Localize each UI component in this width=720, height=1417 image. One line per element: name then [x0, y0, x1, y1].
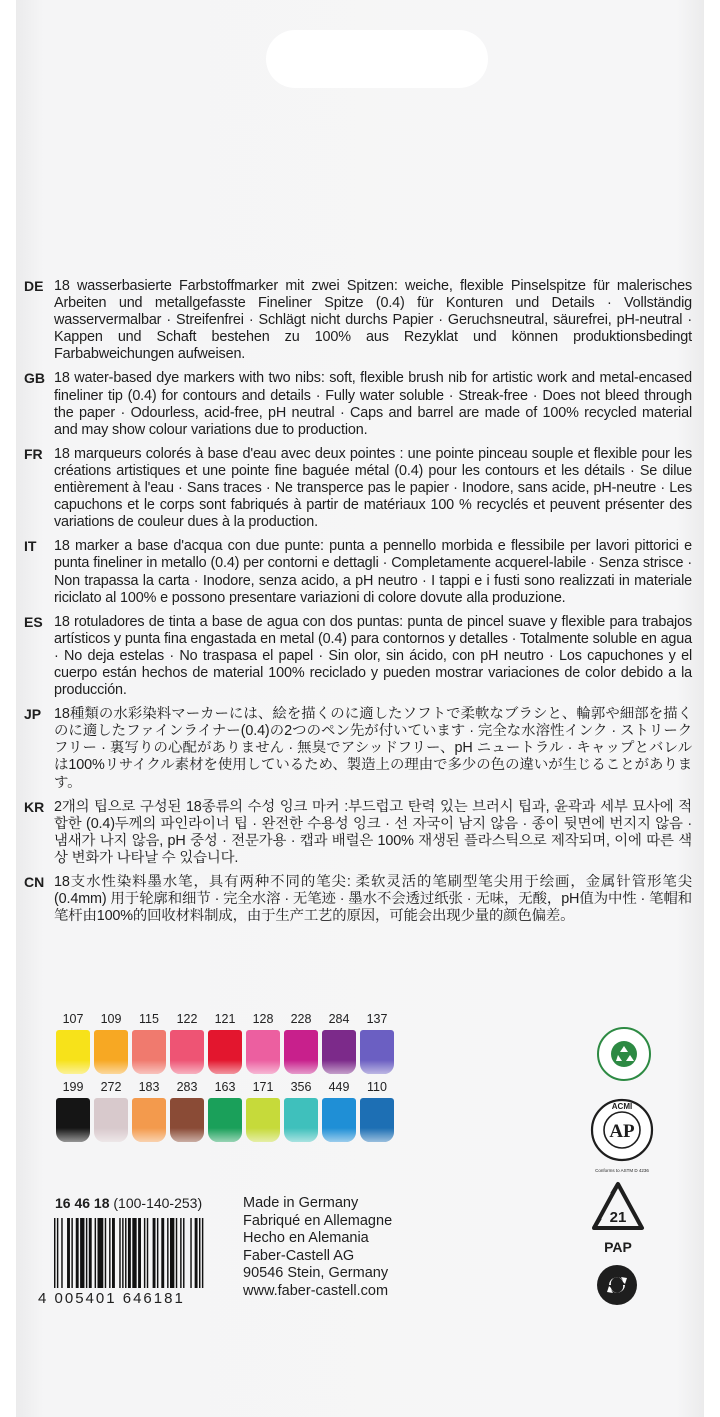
color-swatch	[360, 1080, 394, 1142]
lang-it	[0, 538, 720, 606]
lang-es	[0, 614, 720, 699]
color-swatch	[170, 1080, 204, 1142]
barcode	[50, 1218, 228, 1290]
acmi-ap-seal	[580, 1092, 664, 1176]
barcode-bar	[147, 1218, 148, 1288]
origin-es: Hecho en Alemania	[243, 1230, 369, 1246]
lang-code: DE	[24, 278, 44, 294]
barcode-bar	[161, 1218, 164, 1288]
lang-text: 18 marqueurs colorés à base d'eau avec deux pointes : une pointe pinceau souple et flexible pour les créations artistiques et une pointe fine baguée métal (0.4) pour les contours et les détails · Se dilue entièrement à l'eau · Sans traces · Ne transperce pas le papier · Inodore, sans acide, pH-neutre · Les capuchons et le corps sont fabriqués à partir de matériaux 100 % recyclés et peuvent présenter des variations de couleur dues à la production.	[54, 445, 692, 531]
ean-number: 4 005401 646181	[38, 1290, 185, 1307]
pap-triangle-icon	[590, 1180, 646, 1238]
color-number: 109	[100, 1012, 122, 1026]
barcode-bar	[57, 1218, 58, 1288]
color-number: 199	[62, 1080, 84, 1094]
barcode-bar	[76, 1218, 79, 1288]
lang-text: 2개의 팁으로 구성된 18종류의 수성 잉크 마커 :부드럽고 탄력 있는 브러시 팁과, 윤곽과 세부 묘사에 적합한 (0.4)두께의 파인라이너 팁 · 완전한 수용성 잉크 · 선 자국이 남지 않음 · 종이 뒷면에 번지지 않음 · 냄새가 나지 않음, pH 중성 · 전문가용 · 캡과 배럴은 100% 재생된 플라스틱으로 제작되며, 이에 따른 색상 변화가 나타날 수 있습니다.	[54, 798, 692, 866]
color-stroke	[56, 1030, 90, 1074]
lang-text: 18 water-based dye markers with two nibs: soft, flexible brush nib for artistic work and metal-encased fineliner tip (0.4) for contours and details · Fully water soluble · Streak-free · Does not bleed through the paper · Odourless, acid-free, pH neutral · Caps and barrel are made of 100% recycled material and may show colour variations due to production.	[54, 370, 692, 438]
barcode-bar	[144, 1218, 145, 1288]
color-number: 228	[290, 1012, 312, 1026]
barcode-bar	[195, 1218, 198, 1288]
green-dot-recycle-icon	[597, 1265, 637, 1305]
barcode-bar	[95, 1218, 96, 1288]
barcode-bar	[128, 1218, 131, 1288]
color-swatch	[56, 1080, 90, 1142]
color-number: 449	[328, 1080, 350, 1094]
barcode-bar	[67, 1218, 70, 1288]
pap-label: PAP	[604, 1239, 632, 1255]
color-stroke	[284, 1030, 318, 1074]
lang-de	[0, 278, 720, 363]
color-number: 121	[214, 1012, 236, 1026]
lang-text: 18 marker a base d'acqua con due punte: punta a pennello morbida e flessibile per lavori pittorici e punta fineliner in metallo (0.4) per contorni e dettagli · Completamente acquerel-labile · Senza strisce · Non trapassa la carta · Inodore, senza acido, a pH neutro · I tappi e i fusti sono realizzati in materiale riciclato al 100% e possono presentare variazioni di colore dovute alla produzione.	[54, 538, 692, 606]
pap-number: 21	[609, 1209, 627, 1226]
acmi-letters: AP	[609, 1121, 635, 1142]
barcode-bar	[170, 1218, 174, 1288]
color-swatches	[56, 1012, 394, 1148]
article-number	[55, 1195, 202, 1211]
barcode-bar	[105, 1218, 106, 1288]
barcode-bar	[109, 1218, 110, 1288]
lang-jp	[0, 706, 720, 791]
recycle-icon	[609, 1039, 639, 1069]
swatch-row-2	[56, 1080, 394, 1142]
color-swatch	[246, 1080, 280, 1142]
barcode-bar	[167, 1218, 168, 1288]
color-swatch	[284, 1080, 318, 1142]
color-number: 284	[328, 1012, 350, 1026]
barcode-bar	[202, 1218, 203, 1288]
lang-fr	[0, 446, 720, 531]
recycled-cardboard-badge	[597, 1027, 651, 1081]
barcode-bar	[199, 1218, 200, 1288]
color-stroke	[360, 1098, 394, 1142]
color-number: 122	[176, 1012, 198, 1026]
color-number: 107	[62, 1012, 84, 1026]
color-stroke	[132, 1098, 166, 1142]
lang-code: ES	[24, 613, 43, 630]
color-swatch	[56, 1012, 90, 1074]
company-name: Faber-Castell AG	[243, 1247, 355, 1264]
color-number: 128	[252, 1012, 274, 1026]
color-stroke	[322, 1030, 356, 1074]
barcode-bar	[180, 1218, 181, 1288]
barcode-bar	[157, 1218, 158, 1288]
color-stroke	[246, 1098, 280, 1142]
origin-de: Made in Germany	[243, 1195, 359, 1211]
color-stroke	[94, 1030, 128, 1074]
lang-text: 18種類の水彩染料マーカーには、絵を描くのに適したソフトで柔軟なブラシと、輪郭や細部を描くのに適したファインライナー(0.4)の2つのペン先が付いています · 完全な水溶性インク · ストリークフリー · 裏写りの心配がありません · 無臭でアシッドフリー、pH ニュートラル · キャップとバレルは100%リサイクル素材を使用しているため、製造上の理由で多少の色の違いが生じることがあります。	[54, 706, 692, 791]
lang-code: CN	[24, 874, 45, 890]
color-swatch	[208, 1012, 242, 1074]
color-stroke	[246, 1030, 280, 1074]
hang-hole	[266, 30, 488, 88]
color-stroke	[284, 1098, 318, 1142]
barcode-bar	[138, 1218, 141, 1288]
barcode-bar	[176, 1218, 177, 1288]
color-number: 183	[138, 1080, 160, 1094]
pap-recycling-symbol	[590, 1180, 646, 1255]
company-website: www.faber-castell.com	[243, 1282, 389, 1299]
color-number: 171	[252, 1080, 274, 1094]
color-swatch	[94, 1080, 128, 1142]
color-swatch	[246, 1012, 280, 1074]
color-swatch	[132, 1080, 166, 1142]
color-stroke	[94, 1098, 128, 1142]
color-stroke	[170, 1098, 204, 1142]
color-number: 356	[290, 1080, 312, 1094]
color-swatch	[94, 1012, 128, 1074]
color-number: 115	[139, 1012, 159, 1026]
barcode-bar	[153, 1218, 156, 1288]
lang-kr	[0, 799, 720, 867]
origin-address-block	[243, 1195, 392, 1300]
color-stroke	[322, 1098, 356, 1142]
barcode-bar	[125, 1218, 126, 1288]
color-number: 137	[366, 1012, 388, 1026]
lang-text: 18支水性染料墨水笔，具有两种不同的笔尖: 柔软灵活的笔刷型笔尖用于绘画，金属针管形笔尖 (0.4mm) 用于轮廓和细节 · 完全水溶 · 无笔迹 · 墨水不会透过纸张 · 无味，无酸，pH值为中性 · 笔帽和笔杆由100%的回收材料制成，由于生产工艺的原因，可能会出现少量的颜色偏差。	[54, 874, 692, 925]
barcode-bar	[80, 1218, 84, 1288]
lang-code: FR	[24, 445, 43, 462]
color-swatch	[360, 1012, 394, 1074]
article-code: (100-140-253)	[113, 1195, 203, 1211]
color-stroke	[208, 1098, 242, 1142]
company-city: 90546 Stein, Germany	[243, 1265, 389, 1281]
language-descriptions	[0, 278, 720, 932]
color-stroke	[360, 1030, 394, 1074]
acmi-ring-label: ACMI	[611, 1102, 633, 1111]
lang-cn	[0, 874, 720, 925]
color-number: 110	[367, 1080, 387, 1094]
lang-code: IT	[24, 538, 37, 555]
article-number-bold: 16 46 18	[55, 1195, 110, 1211]
color-stroke	[170, 1030, 204, 1074]
color-stroke	[56, 1098, 90, 1142]
arrows-icon	[604, 1272, 630, 1298]
lang-code: GB	[24, 370, 45, 387]
barcode-bar	[86, 1218, 87, 1288]
lang-text: 18 rotuladores de tinta a base de agua con dos puntas: punta de pincel suave y flexible para trabajos artísticos y punta fina engastada en metal (0.4) para contornos y detalles · Totalmente soluble en agua · No deja estelas · No traspasa el papel · Sin olor, sin ácido, con pH neutro · Los capuchones y el cuerpo están hechos de material 100% reciclado y pueden mostrar variaciones de color debido a la producción.	[54, 613, 692, 699]
lang-code: KR	[24, 798, 45, 815]
barcode-bar	[98, 1218, 104, 1288]
barcode-bar	[190, 1218, 191, 1288]
color-swatch	[208, 1080, 242, 1142]
lang-gb	[0, 370, 720, 438]
acmi-conforms-label: Conforms to ASTM D 4236	[595, 1168, 649, 1173]
color-number: 283	[176, 1080, 198, 1094]
color-number: 163	[214, 1080, 236, 1094]
barcode-bar	[132, 1218, 136, 1288]
barcode-bar	[183, 1218, 184, 1288]
color-swatch	[322, 1080, 356, 1142]
lang-text: 18 wasserbasierte Farbstoffmarker mit zwei Spitzen: weiche, flexible Pinselspitze für malerisches Arbeiten und metallgefasste Fineliner Spitze (0.4) für Konturen und Details · Vollständig wasservermalbar · Streifenfrei · Schlägt nicht durchs Papier · Geruchsneutral, säurefrei, pH-neutral · Kappen und Schaft bestehen zu 100% aus Rezyklat und können produktionsbedingt Farbabweichungen aufweisen.	[54, 278, 692, 363]
color-swatch	[170, 1012, 204, 1074]
color-number: 272	[100, 1080, 122, 1094]
barcode-bar	[54, 1218, 55, 1288]
color-stroke	[208, 1030, 242, 1074]
barcode-bar	[61, 1218, 62, 1288]
barcode-bar	[119, 1218, 120, 1288]
barcode-bar	[71, 1218, 72, 1288]
barcode-bar	[89, 1218, 92, 1288]
barcode-bar	[122, 1218, 123, 1288]
color-swatch	[322, 1012, 356, 1074]
barcode-bar	[112, 1218, 115, 1288]
lang-code: JP	[24, 706, 42, 723]
swatch-row-1	[56, 1012, 394, 1074]
color-swatch	[284, 1012, 318, 1074]
color-swatch	[132, 1012, 166, 1074]
origin-fr: Fabriqué en Allemagne	[243, 1212, 393, 1229]
color-stroke	[132, 1030, 166, 1074]
